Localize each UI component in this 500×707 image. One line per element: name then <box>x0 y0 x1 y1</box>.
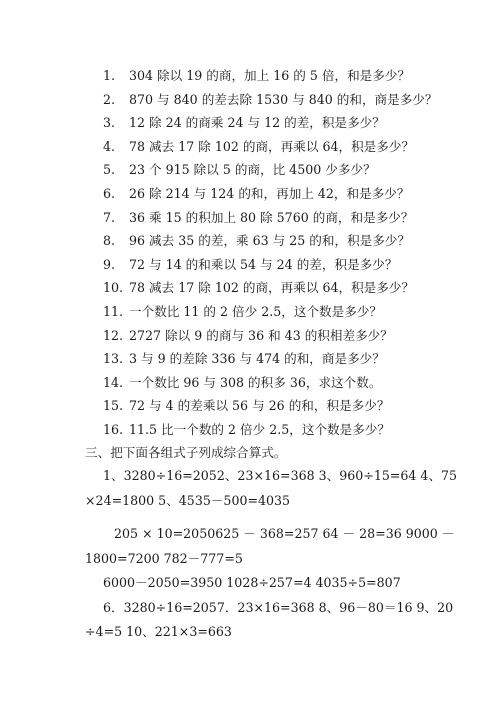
answer-block <box>85 464 458 645</box>
question-text: 870 与 840 的差去除 1530 与 840 的和，商是多少？ <box>129 91 438 107</box>
question-number: 6. <box>103 185 116 201</box>
question-text: 78 减去 17 除 102 的商，再乘以 64，积是多少？ <box>129 138 415 154</box>
question-text: 11.5 比一个数的 2 倍少 2.5，这个数是多少？ <box>129 421 391 437</box>
question-number: 10. <box>103 280 124 296</box>
list-item <box>103 64 463 88</box>
question-text: 72 与 4 的差乘以 56 与 26 的和，积是多少？ <box>129 398 390 414</box>
answer-line: ×24=1800 5、4535－500=4035 <box>85 492 291 508</box>
answer-line: 1800=7200 782－777=5 <box>85 550 243 566</box>
question-list <box>103 64 463 442</box>
question-number: 13. <box>103 351 124 367</box>
answer-line: 6000－2050=3950 1028÷257=4 4035÷5=807 <box>103 575 401 590</box>
list-item <box>103 418 463 442</box>
list-item <box>103 111 463 135</box>
question-number: 2. <box>103 91 116 107</box>
list-item <box>103 276 463 300</box>
question-text: 3 与 9 的差除 336 与 474 的和，商是多少？ <box>129 351 385 367</box>
question-number: 12. <box>103 327 124 343</box>
answer-line: 205 × 10=2050625 － 368=257 64 － 28=36 9000 － <box>114 526 455 541</box>
question-number: 11. <box>103 303 124 319</box>
question-text: 78 减去 17 除 102 的商，再乘以 64，积是多少？ <box>129 280 415 296</box>
spacer <box>85 513 435 522</box>
question-number: 16. <box>103 421 124 437</box>
question-number: 9. <box>103 256 116 272</box>
question-text: 23 个 915 除以 5 的商，比 4500 少多少？ <box>129 162 376 178</box>
question-number: 5. <box>103 162 116 178</box>
list-item <box>103 347 463 371</box>
question-number: 15. <box>103 398 124 414</box>
list-item <box>103 135 463 159</box>
question-number: 1. <box>103 68 116 83</box>
question-number: 14. <box>103 374 124 390</box>
question-text: 96 减去 35 的差，乘 63 与 25 的和，积是多少？ <box>129 233 411 249</box>
list-item <box>103 229 463 253</box>
answer-line: ÷4=5 10、221×3=663 <box>85 624 232 639</box>
list-item <box>103 394 463 418</box>
question-text: 304 除以 19 的商，加上 16 的 5 倍，和是多少？ <box>129 68 411 83</box>
question-text: 36 乘 15 的积加上 80 除 5760 的商，和是多少？ <box>129 209 414 225</box>
list-item <box>103 158 463 182</box>
list-item <box>103 300 463 324</box>
list-item <box>103 253 463 277</box>
question-number: 4. <box>103 138 116 154</box>
question-number: 8. <box>103 233 116 249</box>
list-item <box>103 371 463 395</box>
list-item <box>103 182 463 206</box>
section-heading: 三、把下面各组式子列成综合算式。 <box>85 445 287 460</box>
question-text: 12 除 24 的商乘 24 与 12 的差，积是多少？ <box>129 115 385 131</box>
question-text: 2727 除以 9 的商与 36 和 43 的积相差多少？ <box>129 327 393 343</box>
question-text: 72 与 14 的和乘以 54 与 24 的差，积是多少？ <box>129 256 398 272</box>
answer-line: 1、3280÷16=2052、23×16=368 3、960÷15=64 4、75 <box>103 468 458 483</box>
answer-line: 6．3280÷16=2057．23×16=368 8、96－80＝16 9、20 <box>103 599 454 615</box>
question-number: 3. <box>103 115 116 131</box>
list-item <box>103 88 463 112</box>
list-item <box>103 324 463 348</box>
question-text: 26 除 214 与 124 的和，再加上 42，和是多少？ <box>129 185 410 201</box>
question-number: 7. <box>103 209 116 225</box>
question-text: 一个数比 11 的 2 倍少 2.5，这个数是多少？ <box>129 303 383 319</box>
list-item <box>103 206 463 230</box>
question-text: 一个数比 96 与 308 的积多 36，求这个数。 <box>129 374 382 390</box>
